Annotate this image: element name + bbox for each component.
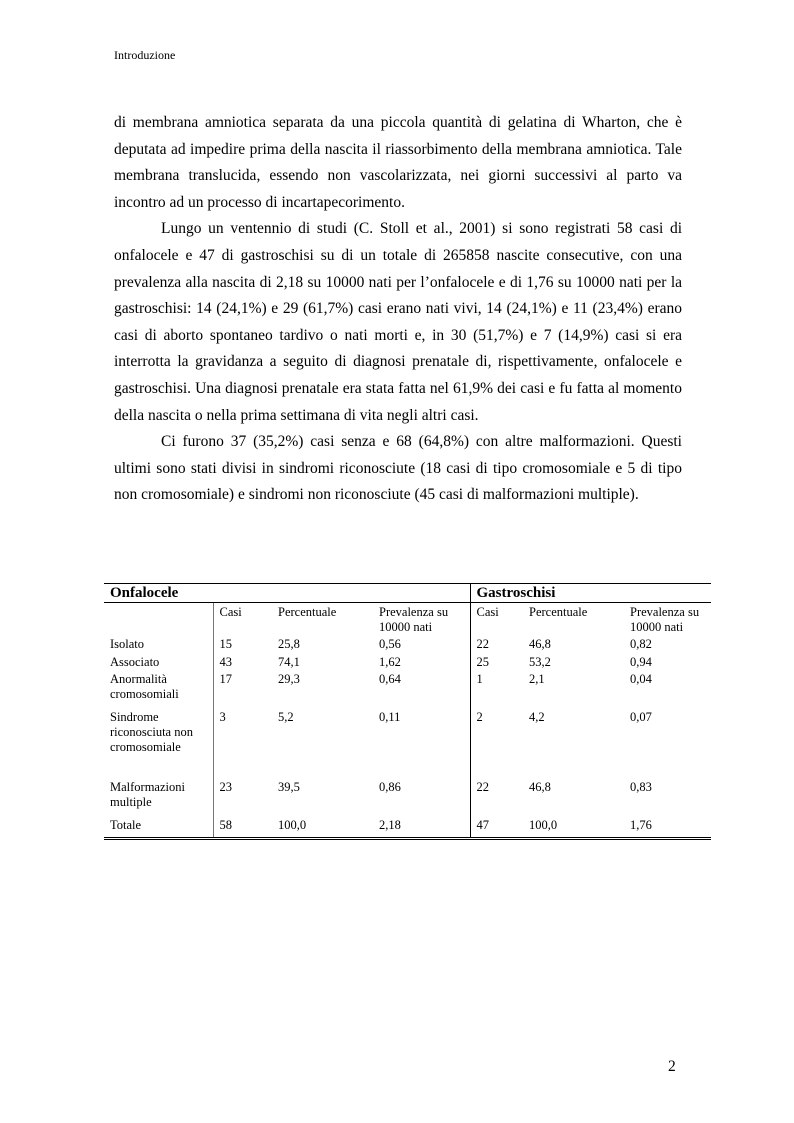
cell: 0,94 (630, 655, 652, 669)
col-header: Prevalenza su 10000 nati (630, 605, 700, 634)
row-label: Sindrome riconosciuta non cromosomiale (104, 710, 213, 780)
col-header: Casi (219, 605, 242, 619)
table-row (104, 672, 711, 710)
cell: 5,2 (278, 710, 294, 724)
row-label: Associato (104, 655, 213, 672)
cell: 0,83 (630, 780, 652, 794)
cell: 22 (476, 780, 489, 794)
cell: 0,56 (373, 637, 470, 655)
table-row-total (104, 818, 711, 839)
paragraph: Lungo un ventennio di studi (C. Stoll et al., 2001) si sono registrati 58 casi di onfalocele e 47 di gastroschisi su di un totale di 265858 nascite consecutive, con una prevalenza alla nascita di 2,18 su 10000 nati per l’onfalocele e di 1,76 su 10000 nati per la gastroschisi: 14 (24,1%) e 29 (61,7%) casi erano nati vivi, 14 (24,1%) e 11 (23,4%) erano casi di aborto spontaneo tardivo o nati morti e, in 30 (51,7%) e 7 (14,9%) casi si era interrotta la gravidanza a seguito di diagnosi prenatale di, rispettivamente, onfalocele e gastroschisi. Una diagnosi prenatale era stata fatta nel 61,9% dei casi e fu fatta al momento della nascita o nella prima settimana di vita negli altri casi. (114, 220, 682, 424)
cell: 15 (219, 637, 232, 651)
group-onfalocele: Onfalocele (104, 584, 470, 603)
col-header: Percentuale (278, 605, 337, 619)
cell: 23 (219, 780, 232, 794)
cell: 2,1 (529, 672, 545, 686)
cell: 0,82 (630, 637, 652, 651)
paragraph: di membrana amniotica separata da una piccola quantità di gelatina di Wharton, che è deputata ad impedire prima della nascita il riassorbimento della membrana amniotica. Tale membrana translucida, essendo non vascolarizzata, nei giorni successivi al parto va incontro ad un processo di incartapecorimento. (114, 114, 682, 211)
row-label: Isolato (104, 637, 213, 655)
cell: 0,64 (373, 672, 470, 710)
cell: 3 (219, 710, 226, 724)
row-label: Malformazioni multiple (104, 780, 213, 818)
cell: 1,62 (373, 655, 470, 672)
cell: 39,5 (278, 780, 300, 794)
row-label: Anormalità cromosomiali (104, 672, 213, 710)
cell: 58 (213, 818, 272, 839)
table-row (104, 655, 711, 672)
col-header: Prevalenza su 10000 nati (373, 603, 470, 638)
cell: 2,18 (373, 818, 470, 839)
table-row (104, 780, 711, 818)
cell: 22 (476, 637, 489, 651)
col-header: Casi (476, 605, 499, 619)
paragraph: Ci furono 37 (35,2%) casi senza e 68 (64,8%) con altre malformazioni. Questi ultimi sono stati divisi in sindromi riconosciute (18 casi di tipo cromosomiale e 5 di tipo non cromosomiale) e sindromi non riconosciute (45 casi di malformazioni multiple). (114, 433, 682, 504)
row-label: Totale (104, 818, 213, 839)
cell: 0,86 (373, 780, 470, 818)
table-row (104, 710, 711, 780)
cell: 46,8 (529, 637, 551, 651)
cell: 46,8 (529, 780, 551, 794)
cell: 74,1 (278, 655, 300, 669)
cell: 100,0 (272, 818, 373, 839)
page-number: 2 (668, 1058, 676, 1075)
cell: 4,2 (529, 710, 545, 724)
cell: 0,11 (373, 710, 470, 780)
cell: 0,07 (630, 710, 652, 724)
running-header: Introduzione (114, 48, 176, 62)
cell: 53,2 (529, 655, 551, 669)
cell: 2 (476, 710, 483, 724)
cell: 100,0 (523, 818, 624, 839)
malformations-table (104, 583, 711, 840)
table-column-header (104, 603, 711, 638)
cell: 1 (476, 672, 483, 686)
table-group-header (104, 584, 711, 603)
cell: 43 (219, 655, 232, 669)
cell: 29,3 (278, 672, 300, 686)
cell: 0,04 (630, 672, 652, 686)
cell: 47 (470, 818, 523, 839)
table-row (104, 637, 711, 655)
cell: 1,76 (624, 818, 711, 839)
col-header: Percentuale (529, 605, 588, 619)
group-gastroschisi: Gastroschisi (470, 584, 711, 603)
body-text (114, 110, 682, 509)
cell: 17 (219, 672, 232, 686)
cell: 25,8 (278, 637, 300, 651)
cell: 25 (476, 655, 489, 669)
